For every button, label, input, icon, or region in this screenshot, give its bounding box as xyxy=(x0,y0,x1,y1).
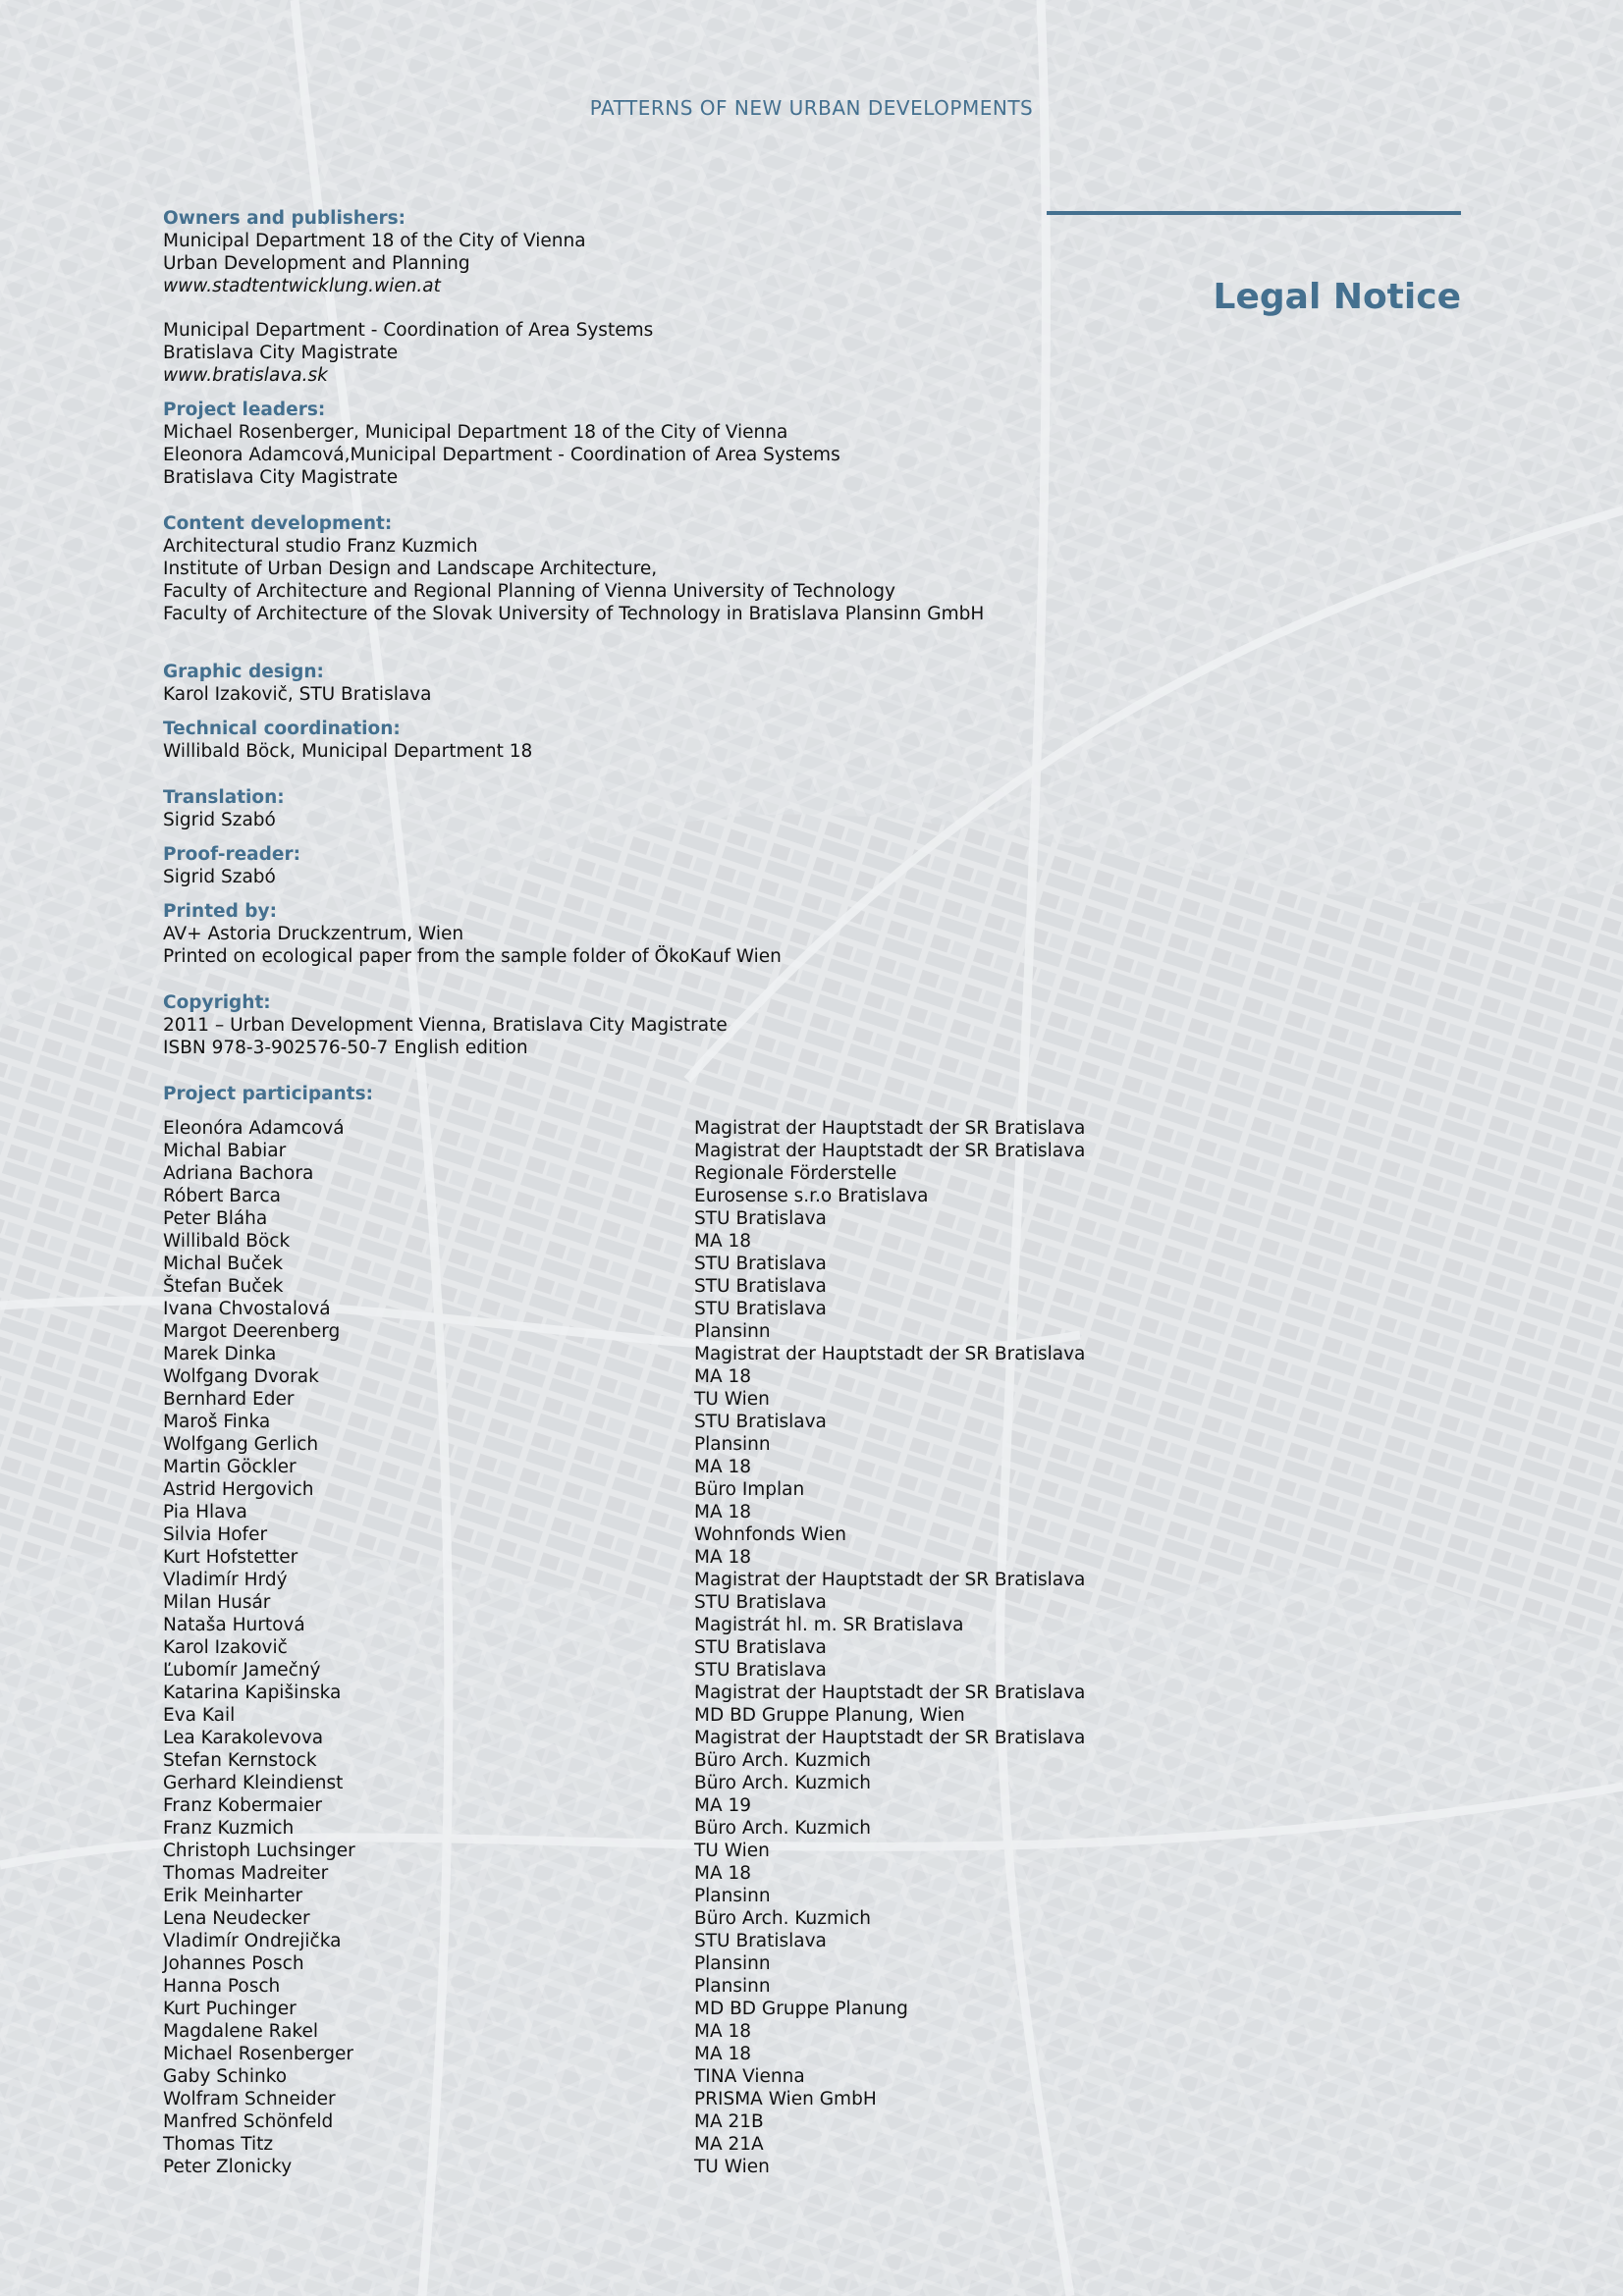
participants-heading: Project participants: xyxy=(163,1084,374,1104)
participant-organisation: Büro Arch. Kuzmich xyxy=(694,1818,872,1839)
participant-organisation: STU Bratislava xyxy=(694,1254,827,1274)
participant-organisation: PRISMA Wien GmbH xyxy=(694,2089,877,2109)
owner-bratislava-line: Municipal Department - Coordination of Area Systems xyxy=(163,320,654,341)
participant-organisation: STU Bratislava xyxy=(694,1931,827,1951)
participant-name: Katarina Kapišinska xyxy=(163,1682,342,1703)
project-leaders-line: Bratislava City Magistrate xyxy=(163,467,399,488)
participant-name: Milan Husár xyxy=(163,1592,271,1613)
owner-bratislava-url: www.bratislava.sk xyxy=(163,365,328,386)
legal-notice-column xyxy=(163,207,1243,2190)
participant-name: Gerhard Kleindienst xyxy=(163,1773,344,1793)
content-development-line: Faculty of Architecture and Regional Planning of Vienna University of Technology xyxy=(163,581,895,602)
page-title: Legal Notice xyxy=(1213,277,1461,317)
participant-organisation: Plansinn xyxy=(694,1321,771,1342)
participant-name: Róbert Barca xyxy=(163,1186,281,1206)
participant-organisation: Plansinn xyxy=(694,1886,771,1906)
participants-table xyxy=(163,1117,1243,2178)
participant-name: Michal Buček xyxy=(163,1254,284,1274)
participant-name: Wolfgang Gerlich xyxy=(163,1434,319,1455)
participant-name: Ľubomír Jamečný xyxy=(163,1660,321,1681)
participant-name: Manfred Schönfeld xyxy=(163,2111,334,2132)
content-development-line: Architectural studio Franz Kuzmich xyxy=(163,536,478,557)
participant-name: Erik Meinharter xyxy=(163,1886,303,1906)
technical-coordination-heading: Technical coordination: xyxy=(163,719,401,739)
participant-name: Lea Karakolevova xyxy=(163,1728,324,1748)
participant-organisation: Magistrat der Hauptstadt der SR Bratislava xyxy=(694,1728,1086,1748)
participant-name: Lena Neudecker xyxy=(163,1908,310,1929)
participant-organisation: MA 18 xyxy=(694,2021,752,2042)
proof-reader-section xyxy=(163,843,1243,888)
translation-heading: Translation: xyxy=(163,787,285,808)
graphic-design-heading: Graphic design: xyxy=(163,662,324,682)
participant-name: Nataša Hurtová xyxy=(163,1615,305,1635)
participant-name: Silvia Hofer xyxy=(163,1524,268,1545)
participant-name: Hanna Posch xyxy=(163,1976,281,1997)
technical-coordination-line: Willibald Böck, Municipal Department 18 xyxy=(163,741,533,762)
participant-name: Eva Kail xyxy=(163,1705,236,1726)
running-head: PATTERNS OF NEW URBAN DEVELOPMENTS xyxy=(589,96,1034,120)
participant-organisation: MA 21A xyxy=(694,2134,764,2155)
copyright-line: 2011 – Urban Development Vienna, Bratislava City Magistrate xyxy=(163,1015,728,1036)
participant-name: Johannes Posch xyxy=(163,1953,304,1974)
translation-line: Sigrid Szabó xyxy=(163,810,276,830)
project-leaders-heading: Project leaders: xyxy=(163,400,326,420)
participant-name: Christoph Luchsinger xyxy=(163,1841,355,1861)
participant-organisation: MA 18 xyxy=(694,1863,752,1884)
owner-vienna-line: Municipal Department 18 of the City of Vienna xyxy=(163,231,586,251)
printed-by-section xyxy=(163,900,1243,968)
project-leaders-line: Michael Rosenberger, Municipal Department 18 of the City of Vienna xyxy=(163,422,788,443)
participant-organisation: Büro Implan xyxy=(694,1479,805,1500)
participant-organisation: STU Bratislava xyxy=(694,1637,827,1658)
participant-name: Eleonóra Adamcová xyxy=(163,1118,345,1139)
participant-name: Thomas Madreiter xyxy=(163,1863,329,1884)
participant-organisation: Plansinn xyxy=(694,1976,771,1997)
participant-organisation: Wohnfonds Wien xyxy=(694,1524,846,1545)
participant-name: Vladimír Ondrejička xyxy=(163,1931,342,1951)
participant-organisation: TU Wien xyxy=(694,1389,770,1410)
content-development-section xyxy=(163,512,1243,625)
content-development-line: Faculty of Architecture of the Slovak University of Technology in Bratislava Plansinn GmbH xyxy=(163,604,985,624)
participant-organisation: Magistrat der Hauptstadt der SR Bratislava xyxy=(694,1344,1086,1364)
participant-organisation: Regionale Förderstelle xyxy=(694,1163,897,1184)
participant-organisation: Magistrat der Hauptstadt der SR Bratislava xyxy=(694,1118,1086,1139)
participant-organisation: Magistrat der Hauptstadt der SR Bratislava xyxy=(694,1141,1086,1161)
participant-organisation: STU Bratislava xyxy=(694,1660,827,1681)
participant-name: Pia Hlava xyxy=(163,1502,247,1522)
participant-organisation: MD BD Gruppe Planung xyxy=(694,1999,908,2019)
participant-name: Stefan Kernstock xyxy=(163,1750,317,1771)
proof-reader-line: Sigrid Szabó xyxy=(163,867,276,887)
participant-organisation: MA 18 xyxy=(694,1231,752,1252)
owner-bratislava xyxy=(163,319,1243,387)
participant-name: Peter Bláha xyxy=(163,1208,268,1229)
participant-name: Gaby Schinko xyxy=(163,2066,288,2087)
printed-by-line: Printed on ecological paper from the sample folder of ÖkoKauf Wien xyxy=(163,946,782,967)
participant-name: Vladimír Hrdý xyxy=(163,1570,288,1590)
participant-organisation: Büro Arch. Kuzmich xyxy=(694,1908,872,1929)
participant-organisation: Magistrat der Hauptstadt der SR Bratislava xyxy=(694,1682,1086,1703)
participant-organisation: Magistrat der Hauptstadt der SR Bratislava xyxy=(694,1570,1086,1590)
printed-by-heading: Printed by: xyxy=(163,901,277,922)
participant-name: Wolfram Schneider xyxy=(163,2089,336,2109)
participant-name: Kurt Hofstetter xyxy=(163,1547,298,1568)
participant-name: Thomas Titz xyxy=(163,2134,274,2155)
printed-by-line: AV+ Astoria Druckzentrum, Wien xyxy=(163,924,464,944)
participant-organisation: STU Bratislava xyxy=(694,1299,827,1319)
participant-name: Maroš Finka xyxy=(163,1412,271,1432)
participant-organisation: STU Bratislava xyxy=(694,1276,827,1297)
participant-organisation: Eurosense s.r.o Bratislava xyxy=(694,1186,929,1206)
content-development-heading: Content development: xyxy=(163,513,393,534)
owners-section xyxy=(163,207,1243,387)
participant-organisation: TU Wien xyxy=(694,2157,770,2177)
participant-organisation: MA 21B xyxy=(694,2111,764,2132)
participant-name: Marek Dinka xyxy=(163,1344,277,1364)
participant-name: Martin Göckler xyxy=(163,1457,297,1477)
technical-coordination-section xyxy=(163,718,1243,763)
participant-organisation: TU Wien xyxy=(694,1841,770,1861)
participant-name: Bernhard Eder xyxy=(163,1389,295,1410)
participant-name: Michal Babiar xyxy=(163,1141,287,1161)
participant-organisation: MA 18 xyxy=(694,1547,752,1568)
participant-name: Franz Kuzmich xyxy=(163,1818,295,1839)
participant-organisation: Plansinn xyxy=(694,1434,771,1455)
participant-organisation: Büro Arch. Kuzmich xyxy=(694,1773,872,1793)
owners-heading: Owners and publishers: xyxy=(163,208,406,229)
participant-name: Magdalene Rakel xyxy=(163,2021,318,2042)
participant-organisation: STU Bratislava xyxy=(694,1208,827,1229)
participant-organisation: STU Bratislava xyxy=(694,1592,827,1613)
participant-organisation: MA 18 xyxy=(694,2044,752,2064)
owner-bratislava-line: Bratislava City Magistrate xyxy=(163,343,399,363)
participant-name: Karol Izakovič xyxy=(163,1637,288,1658)
content-development-line: Institute of Urban Design and Landscape Architecture, xyxy=(163,559,658,579)
participant-organisation: TINA Vienna xyxy=(694,2066,805,2087)
copyright-line: ISBN 978-3-902576-50-7 English edition xyxy=(163,1038,528,1058)
owner-vienna-url: www.stadtentwicklung.wien.at xyxy=(163,276,441,296)
graphic-design-section xyxy=(163,661,1243,706)
graphic-design-line: Karol Izakovič, STU Bratislava xyxy=(163,684,432,705)
participant-name: Willibald Böck xyxy=(163,1231,291,1252)
participant-organisation: MA 18 xyxy=(694,1502,752,1522)
owner-vienna xyxy=(163,230,1243,297)
participant-name: Margot Deerenberg xyxy=(163,1321,341,1342)
participant-name: Michael Rosenberger xyxy=(163,2044,353,2064)
copyright-heading: Copyright: xyxy=(163,992,271,1013)
participant-organisation: MA 18 xyxy=(694,1366,752,1387)
participant-name: Adriana Bachora xyxy=(163,1163,314,1184)
participant-name: Wolfgang Dvorak xyxy=(163,1366,319,1387)
proof-reader-heading: Proof-reader: xyxy=(163,844,300,865)
project-leaders-section xyxy=(163,399,1243,489)
participant-organisation: Magistrát hl. m. SR Bratislava xyxy=(694,1615,964,1635)
participant-organisation: MA 18 xyxy=(694,1457,752,1477)
participant-name: Ivana Chvostalová xyxy=(163,1299,331,1319)
participant-organisation: MD BD Gruppe Planung, Wien xyxy=(694,1705,965,1726)
participant-organisation: Büro Arch. Kuzmich xyxy=(694,1750,872,1771)
owner-vienna-line: Urban Development and Planning xyxy=(163,253,470,274)
participants-section xyxy=(163,1083,1243,2178)
project-leaders-line: Eleonora Adamcová,Municipal Department - Coordination of Area Systems xyxy=(163,445,840,465)
participant-name: Peter Zlonicky xyxy=(163,2157,293,2177)
participant-name: Kurt Puchinger xyxy=(163,1999,297,2019)
participant-name: Franz Kobermaier xyxy=(163,1795,322,1816)
copyright-section xyxy=(163,991,1243,1059)
participant-name: Astrid Hergovich xyxy=(163,1479,314,1500)
participant-organisation: STU Bratislava xyxy=(694,1412,827,1432)
participant-organisation: MA 19 xyxy=(694,1795,752,1816)
participant-organisation: Plansinn xyxy=(694,1953,771,1974)
participant-name: Štefan Buček xyxy=(163,1276,284,1297)
translation-section xyxy=(163,786,1243,831)
